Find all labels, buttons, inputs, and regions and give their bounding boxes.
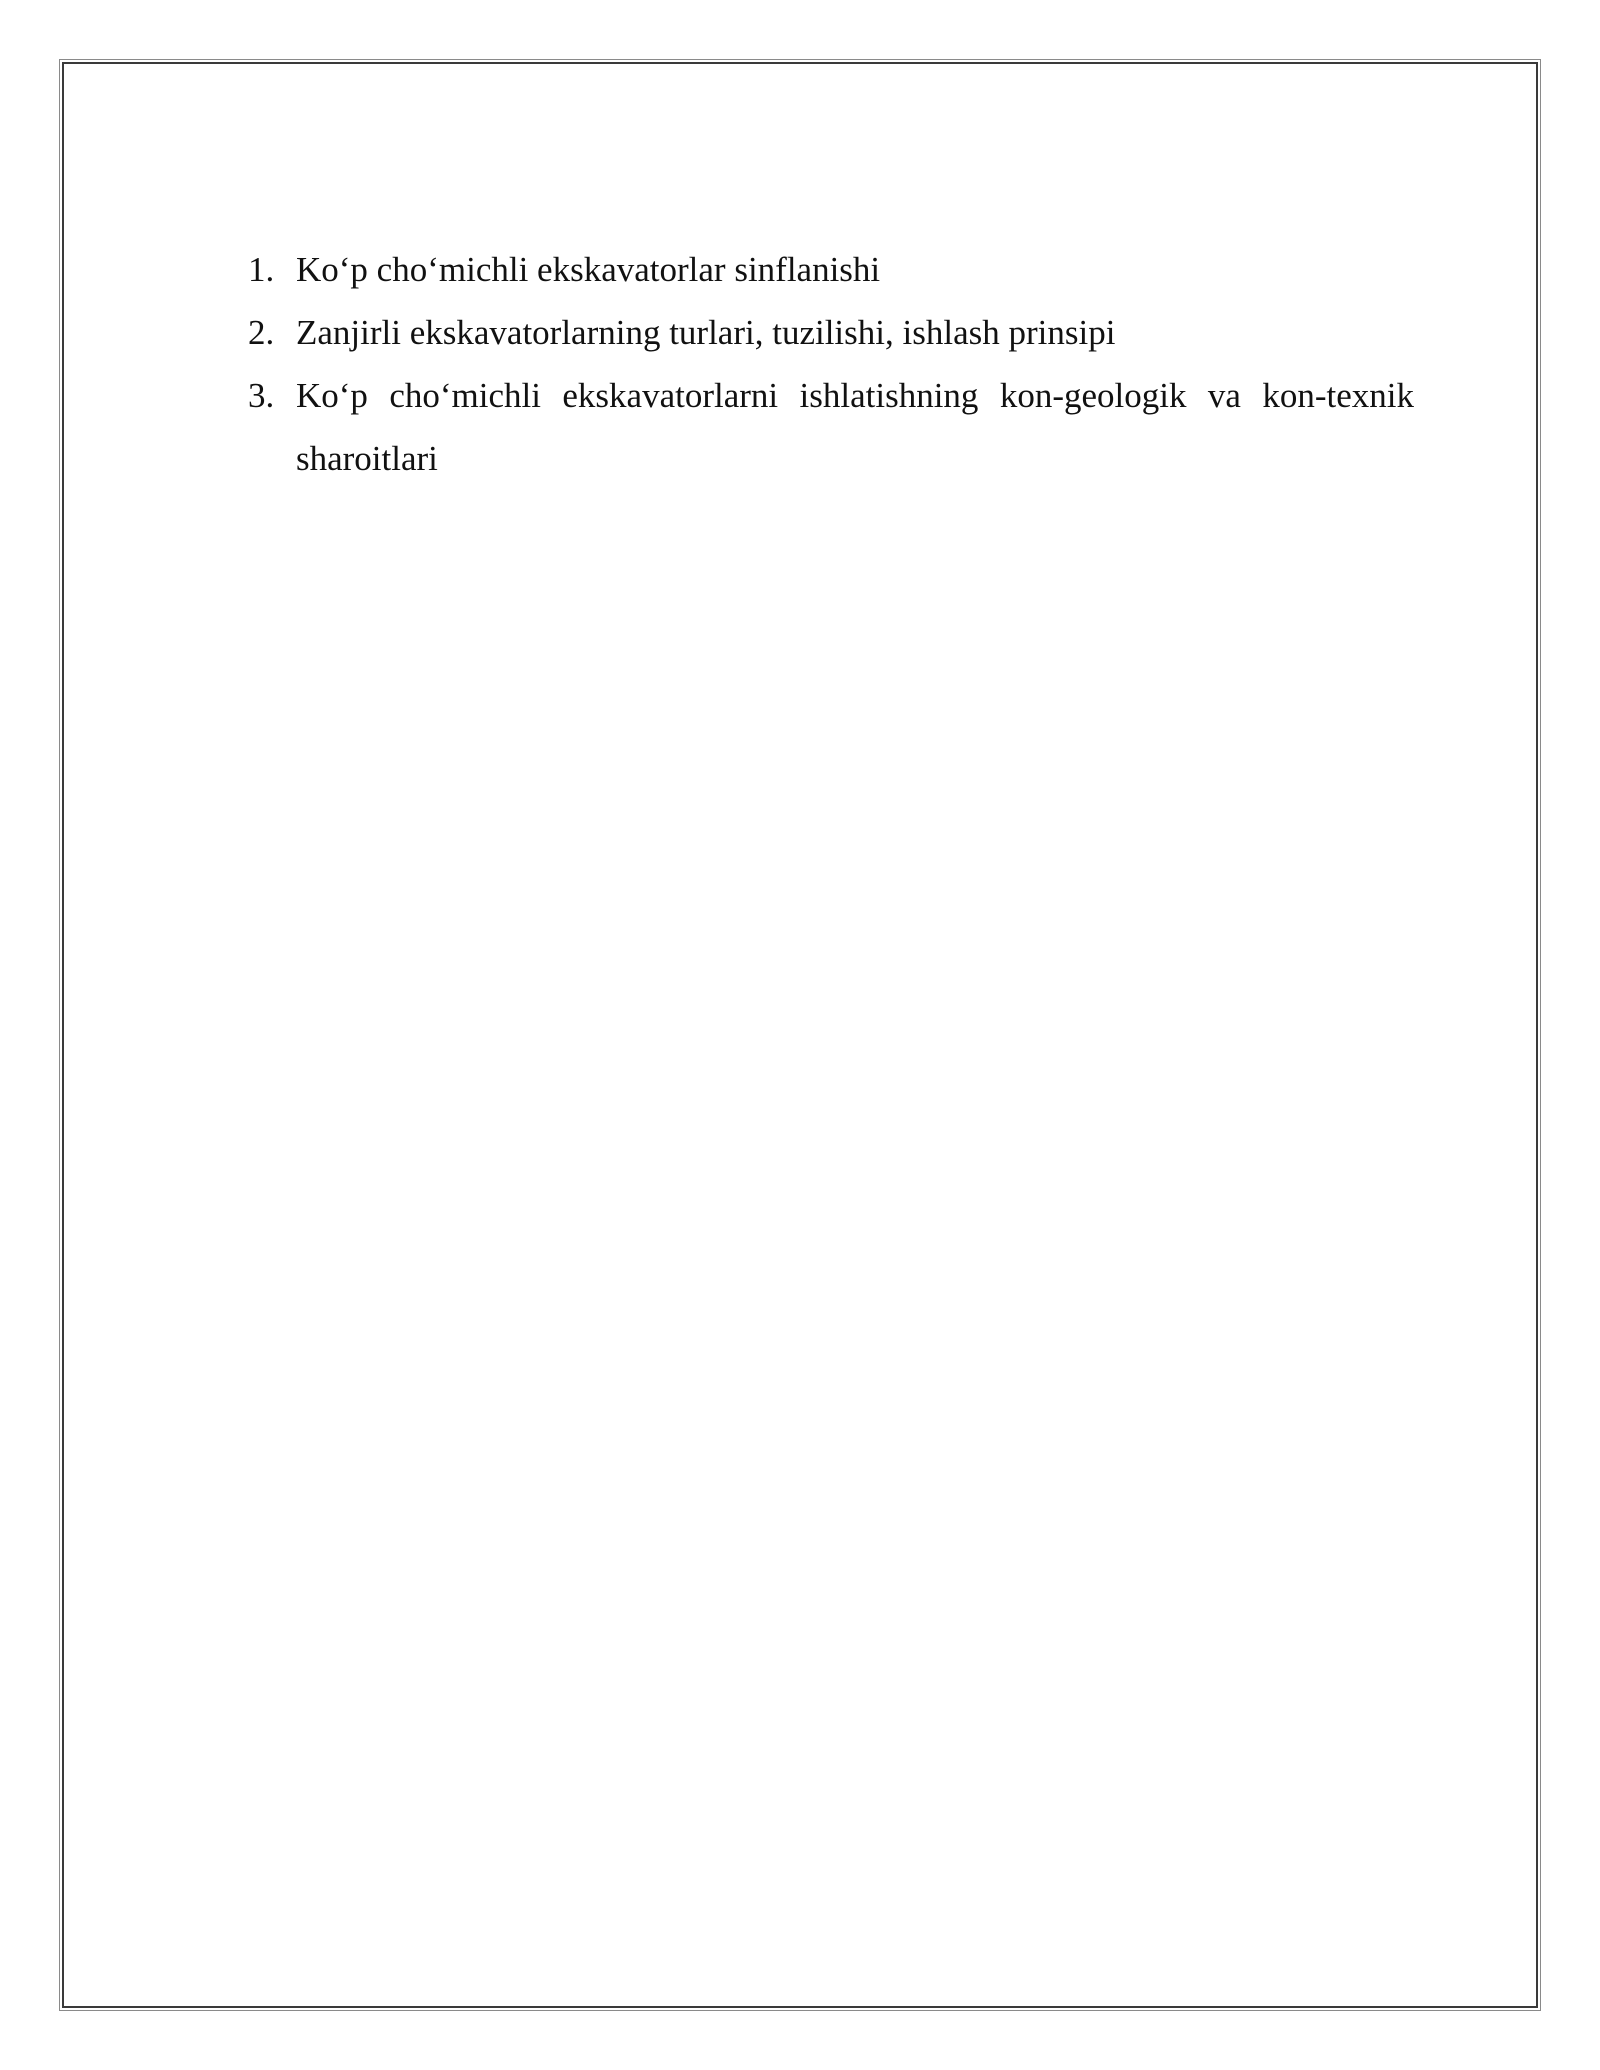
list-item-number: 2. (248, 313, 275, 352)
document-body (248, 238, 1414, 490)
list-item-text: Ko‘p cho‘michli ekskavatorlarni ishlatishning kon-geologik va kon-texnik sharoitlari (296, 376, 1414, 478)
list-item (248, 364, 1414, 490)
list-item (248, 238, 1414, 301)
list-item-text: Ko‘p cho‘michli ekskavatorlar sinflanishi (296, 250, 881, 289)
topic-list (248, 238, 1414, 490)
list-item-number: 3. (248, 376, 275, 415)
list-item-number: 1. (248, 250, 275, 289)
list-item-text: Zanjirli ekskavatorlarning turlari, tuzilishi, ishlash prinsipi (296, 313, 1116, 352)
list-item (248, 301, 1414, 364)
